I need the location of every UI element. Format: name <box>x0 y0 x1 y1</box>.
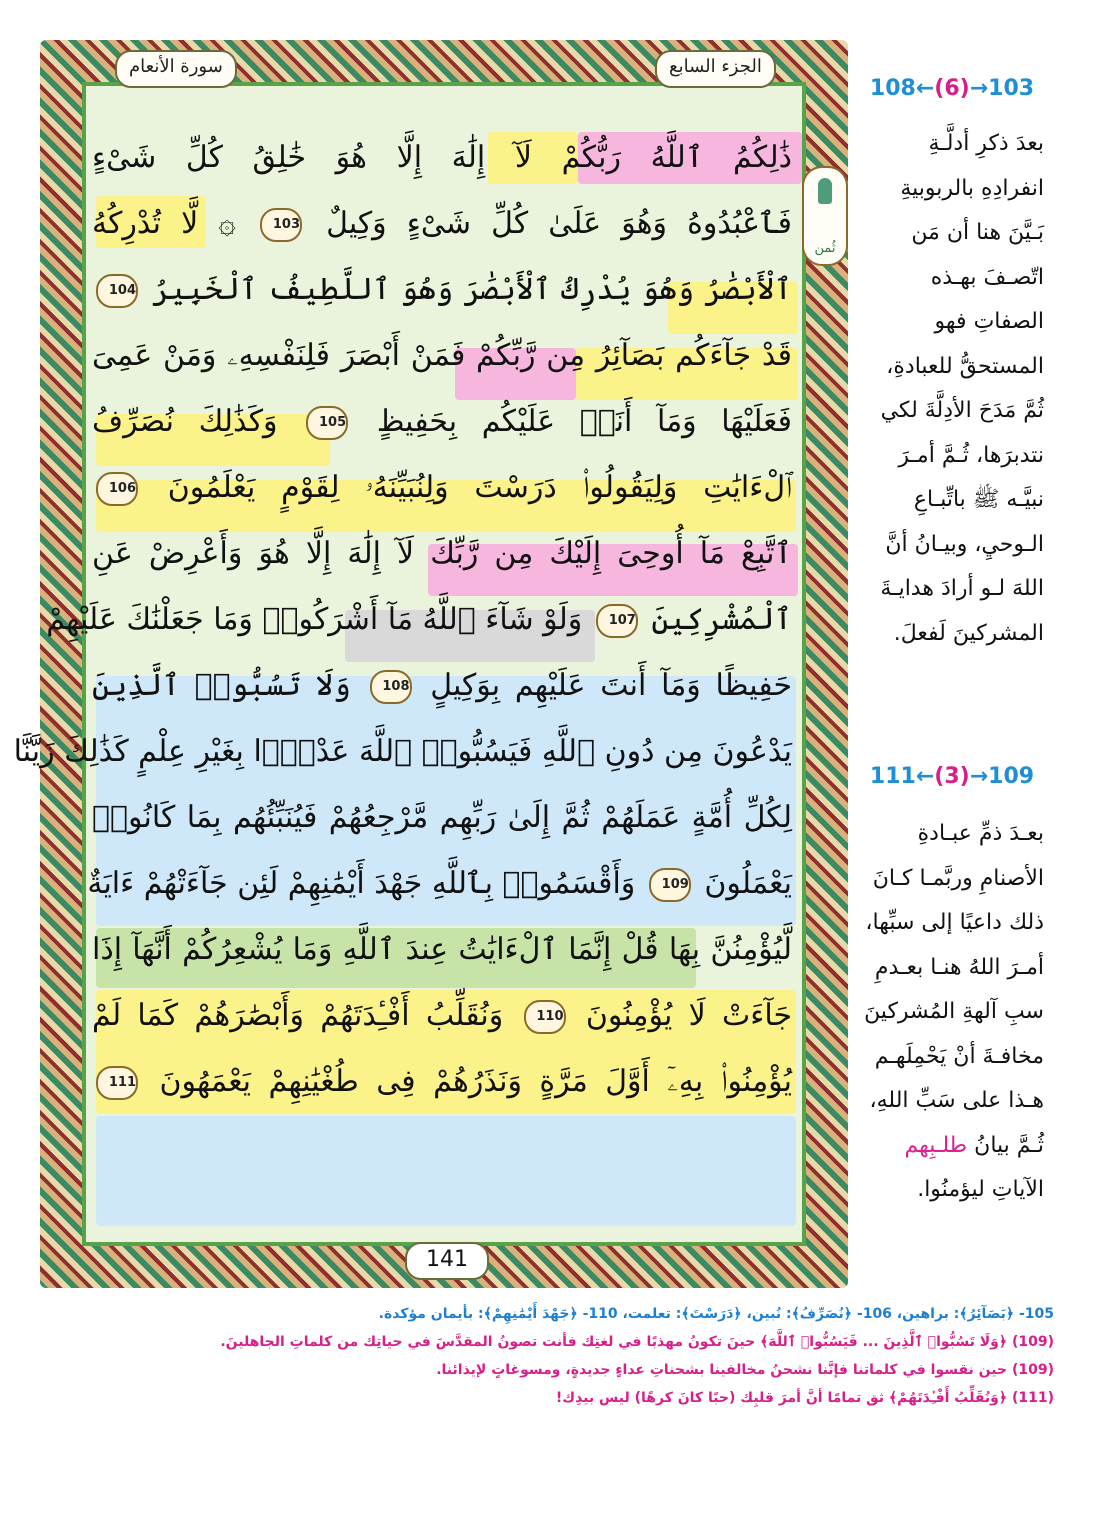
ayah-number-marker: 107 <box>596 604 638 638</box>
tafsir-line-text: انفرادِهِ بالربوبيةِ <box>900 175 1044 201</box>
verse-text: يَدْعُونَ مِن دُونِ ٱللَّهِ فَيَسُبُّوا۟ ٱللَّهَ عَدْوًۢا بِغَيْرِ عِلْمٍ كَذَٰلِكَ زَيَّنَّا <box>13 734 792 769</box>
tafsir-line-text: نبيَّـه ﷺ باتِّبـاعِ <box>913 487 1044 512</box>
verse-text: وَكَذَٰلِكَ نُصَرِّفُ <box>92 404 303 439</box>
tafsir-line <box>858 567 1044 612</box>
tafsir-line <box>858 434 1044 479</box>
verse-text: وَلَوْ شَآءَ ٱللَّهُ مَآ أَشْرَكُوا۟ وَمَا جَعَلْنَٰكَ عَلَيْهِمْ <box>46 602 592 637</box>
verse-text: يُؤْمِنُوا۟ بِهِۦٓ أَوَّلَ مَرَّةٍ وَنَذَرُهُمْ فِى طُغْيَٰنِهِمْ يَعْمَهُونَ <box>159 1064 793 1099</box>
juz-label: الجزء السابع <box>655 50 776 88</box>
quran-line <box>92 524 792 584</box>
ayah-number-marker: 109 <box>649 868 691 902</box>
tafsir-line <box>858 523 1044 568</box>
verse-text: ذَٰلِكُمُ ٱللَّهُ رَبُّكُمْ لَآ إِلَٰهَ إِلَّا هُوَ خَٰلِقُ كُلِّ شَىْءٍ <box>92 140 792 175</box>
highlight-blue <box>96 1116 796 1226</box>
range-end: 109 <box>988 764 1035 789</box>
quran-line <box>87 854 792 914</box>
ayah-number-marker: 108 <box>370 670 412 704</box>
quran-line <box>92 326 792 386</box>
tafsir-line <box>858 478 1044 523</box>
tafsir-line-text: ذلك داعيًا إلى سبِّها، <box>865 910 1044 935</box>
footnote-line: 105- ﴿بَصَآئِرُ﴾: براهين، 106- ﴿نُصَرِّفُ﴾: نُبين، ﴿دَرَسْتَ﴾: تعلمت، 110- ﴿جَهْدَ أَيْمَٰنِهِمْ﴾: بأيمان مؤكدة. <box>378 1306 1054 1322</box>
tafsir-line <box>858 211 1044 256</box>
surah-label: سورة الأنعام <box>115 50 237 88</box>
quran-line <box>92 458 792 518</box>
tafsir-line-text: اتّصـفَ بهـذه <box>930 264 1044 290</box>
verse-text: وَأَقْسَمُوا۟ بِٱللَّهِ جَهْدَ أَيْمَٰنِهِمْ لَئِن جَآءَتْهُمْ ءَايَةٌ <box>87 866 645 901</box>
quran-line <box>46 590 792 650</box>
verse-text: ٱتَّبِعْ مَآ أُوحِىَ إِلَيْكَ مِن رَّبِّكَ لَآ إِلَٰهَ إِلَّا هُوَ وَأَعْرِضْ عَنِ <box>92 536 792 571</box>
quran-line <box>92 920 792 980</box>
verse-text: قَدْ جَآءَكُم بَصَآئِرُ مِن رَّبِّكُمْ فَمَنْ أَبْصَرَ فَلِنَفْسِهِۦ وَمَنْ عَمِىَ <box>92 338 792 373</box>
tafsir-line <box>858 389 1044 434</box>
tafsir-accent-word: طلـبِهم <box>904 1132 975 1158</box>
tafsir-line <box>858 857 1044 902</box>
tafsir-line <box>858 812 1044 857</box>
range-start: 111 <box>869 764 916 789</box>
verse-text: وَنُقَلِّبُ أَفْـِٔدَتَهُمْ وَأَبْصَٰرَهُمْ كَمَا لَمْ <box>92 998 520 1033</box>
range-start: 108 <box>869 76 916 101</box>
tafsir-range-1: 108←(6)→103 <box>869 76 1035 101</box>
tafsir-line <box>858 901 1044 946</box>
tafsir-line-text: الأصنامِ وربَّمـا كـانَ <box>872 865 1044 891</box>
verse-text: لِكُلِّ أُمَّةٍ عَمَلَهُمْ ثُمَّ إِلَىٰ رَبِّهِم مَّرْجِعُهُمْ فَيُنَبِّئُهُم بِمَا كَانُوا۟ <box>92 800 792 835</box>
verse-text: يَعْمَلُونَ <box>704 866 792 901</box>
footnote-line: (111) ﴿وَنُقَلِّبُ أَفْـِٔدَتَهُمْ﴾ ثق تمامًا أنَّ أمرَ قلبِك (حبًا كانَ كرهًا) ليس بيدِك! <box>555 1390 1054 1406</box>
dome-icon <box>818 178 832 204</box>
tafsir-line-text: ثُمَّ مَدَحَ الأدِلَّةَ لكي <box>880 398 1044 423</box>
range-end: 103 <box>988 76 1035 101</box>
ayah-number-marker: 103 <box>260 208 302 242</box>
tafsir-line-text: بعدَ ذكرِ أدلَّـةِ <box>928 131 1044 156</box>
quran-line <box>92 260 792 320</box>
ayah-number-marker: 106 <box>96 472 138 506</box>
tafsir-line <box>858 990 1044 1035</box>
hizb-marker <box>802 166 848 266</box>
tafsir-line <box>858 1035 1044 1080</box>
quran-line <box>92 656 792 716</box>
quran-line <box>92 1052 792 1112</box>
ayah-number-marker: 104 <box>96 274 138 308</box>
tafsir-line-text: المستحقُّ للعبادةِ، <box>886 353 1044 379</box>
footnotes <box>40 1300 1054 1412</box>
verse-text: ٱلْمُشْرِكِينَ <box>651 602 792 637</box>
tafsir-line <box>858 300 1044 345</box>
hizb-label: ثُمن <box>814 241 836 256</box>
ayah-number-marker: 110 <box>524 1000 566 1034</box>
quran-line <box>92 788 792 848</box>
ayah-number-marker: 105 <box>306 406 348 440</box>
verse-text: ٱلْءَايَٰتِ وَلِيَقُولُوا۟ دَرَسْتَ وَلِنُبَيِّنَهُۥ لِقَوْمٍ يَعْلَمُونَ <box>167 470 792 505</box>
footnote-line: (109) ﴿وَلَا تَسُبُّوا۟ ٱلَّذِينَ ... فَيَسُبُّوا۟ ٱللَّهَ﴾ حينَ تكونُ مهذبًا في لغتِك فأنت تصونُ المقدَّسَ في حياتِك من كلماتِ الجاهلينَ. <box>220 1334 1054 1350</box>
verse-text: حَفِيظًا وَمَآ أَنتَ عَلَيْهِم بِوَكِيلٍ <box>430 668 792 703</box>
quran-line <box>92 986 792 1046</box>
quran-line <box>92 194 792 254</box>
verse-text: وَلَا تَسُبُّوا۟ ٱلَّذِينَ <box>92 668 366 703</box>
tafsir-text-1 <box>858 122 1044 656</box>
tafsir-line <box>858 122 1044 167</box>
tafsir-line-text: اللهَ لـو أرادَ هدايـةَ <box>880 576 1044 601</box>
tafsir-text-2 <box>858 812 1044 1213</box>
verse-text: ۞ لَّا تُدْرِكُهُ <box>92 206 256 241</box>
ayah-number-marker: 111 <box>96 1066 138 1100</box>
tafsir-line-text: هـذا على سَبِّ اللهِ، <box>869 1088 1044 1113</box>
tafsir-range-2: 111←(3)→109 <box>869 764 1035 789</box>
tafsir-line <box>858 167 1044 212</box>
tafsir-line <box>858 256 1044 301</box>
footnote-line: (109) حين نقسوا في كلماتنا فإنَّنا نشحنُ مخالفينا بشحناتِ عداءٍ جديدةٍ، ومسوغاتٍ لإيذائنا. <box>436 1362 1054 1378</box>
tafsir-line-text: أمـرَ اللهُ هنـا بعـدمِ <box>874 954 1044 980</box>
quran-line <box>13 722 792 782</box>
quran-line <box>92 392 792 452</box>
range-count: (3) <box>934 764 970 789</box>
tafsir-line-text: مخافـةَ أنْ يَحْمِلَهـم <box>874 1043 1044 1069</box>
tafsir-line-text: سبِ آلهةِ المُشركينَ <box>864 999 1044 1024</box>
tafsir-line <box>858 1079 1044 1124</box>
verse-text: لَّيُؤْمِنُنَّ بِهَا قُلْ إِنَّمَا ٱلْءَايَٰتُ عِندَ ٱللَّهِ وَمَا يُشْعِرُكُمْ أَنَّهَآ إِذَا <box>92 932 792 967</box>
tafsir-line-text: بَـيَّنَ هنا أن مَن <box>911 220 1044 245</box>
verse-text: ٱلْأَبْصَٰرُ وَهُوَ يُدْرِكُ ٱلْأَبْصَٰرَ وَهُوَ ٱللَّطِيفُ ٱلْخَبِيرُ <box>152 272 793 307</box>
page-number: 141 <box>405 1242 489 1280</box>
tafsir-line-text: نتدبرَها، ثُـمَّ أمـرَ <box>898 442 1044 468</box>
tafsir-line <box>858 612 1044 657</box>
verse-text: جَآءَتْ لَا يُؤْمِنُونَ <box>585 998 792 1033</box>
tafsir-line <box>858 1124 1044 1169</box>
tafsir-line-text: بعـدَ ذمِّ عبـادةِ <box>917 821 1044 846</box>
tafsir-line-text: ثُـمَّ بيانُ <box>974 1132 1044 1158</box>
range-count: (6) <box>934 76 970 101</box>
tafsir-line <box>858 1168 1044 1213</box>
verse-text: فَٱعْبُدُوهُ وَهُوَ عَلَىٰ كُلِّ شَىْءٍ وَكِيلٌ <box>326 206 792 241</box>
tafsir-line-text: الآياتِ ليؤمنُوا. <box>917 1177 1044 1202</box>
tafsir-line <box>858 345 1044 390</box>
tafsir-line-text: الصفاتِ فهو <box>934 309 1044 334</box>
quran-line <box>92 128 792 188</box>
tafsir-line-text: الـوحيِ، وبيـانُ أنَّ <box>885 531 1044 557</box>
verse-text: فَعَلَيْهَا وَمَآ أَنَا۠ عَلَيْكُم بِحَفِيظٍ <box>376 404 793 439</box>
tafsir-line <box>858 946 1044 991</box>
tafsir-line-text: المشركينَ لَفعلَ. <box>893 620 1044 646</box>
